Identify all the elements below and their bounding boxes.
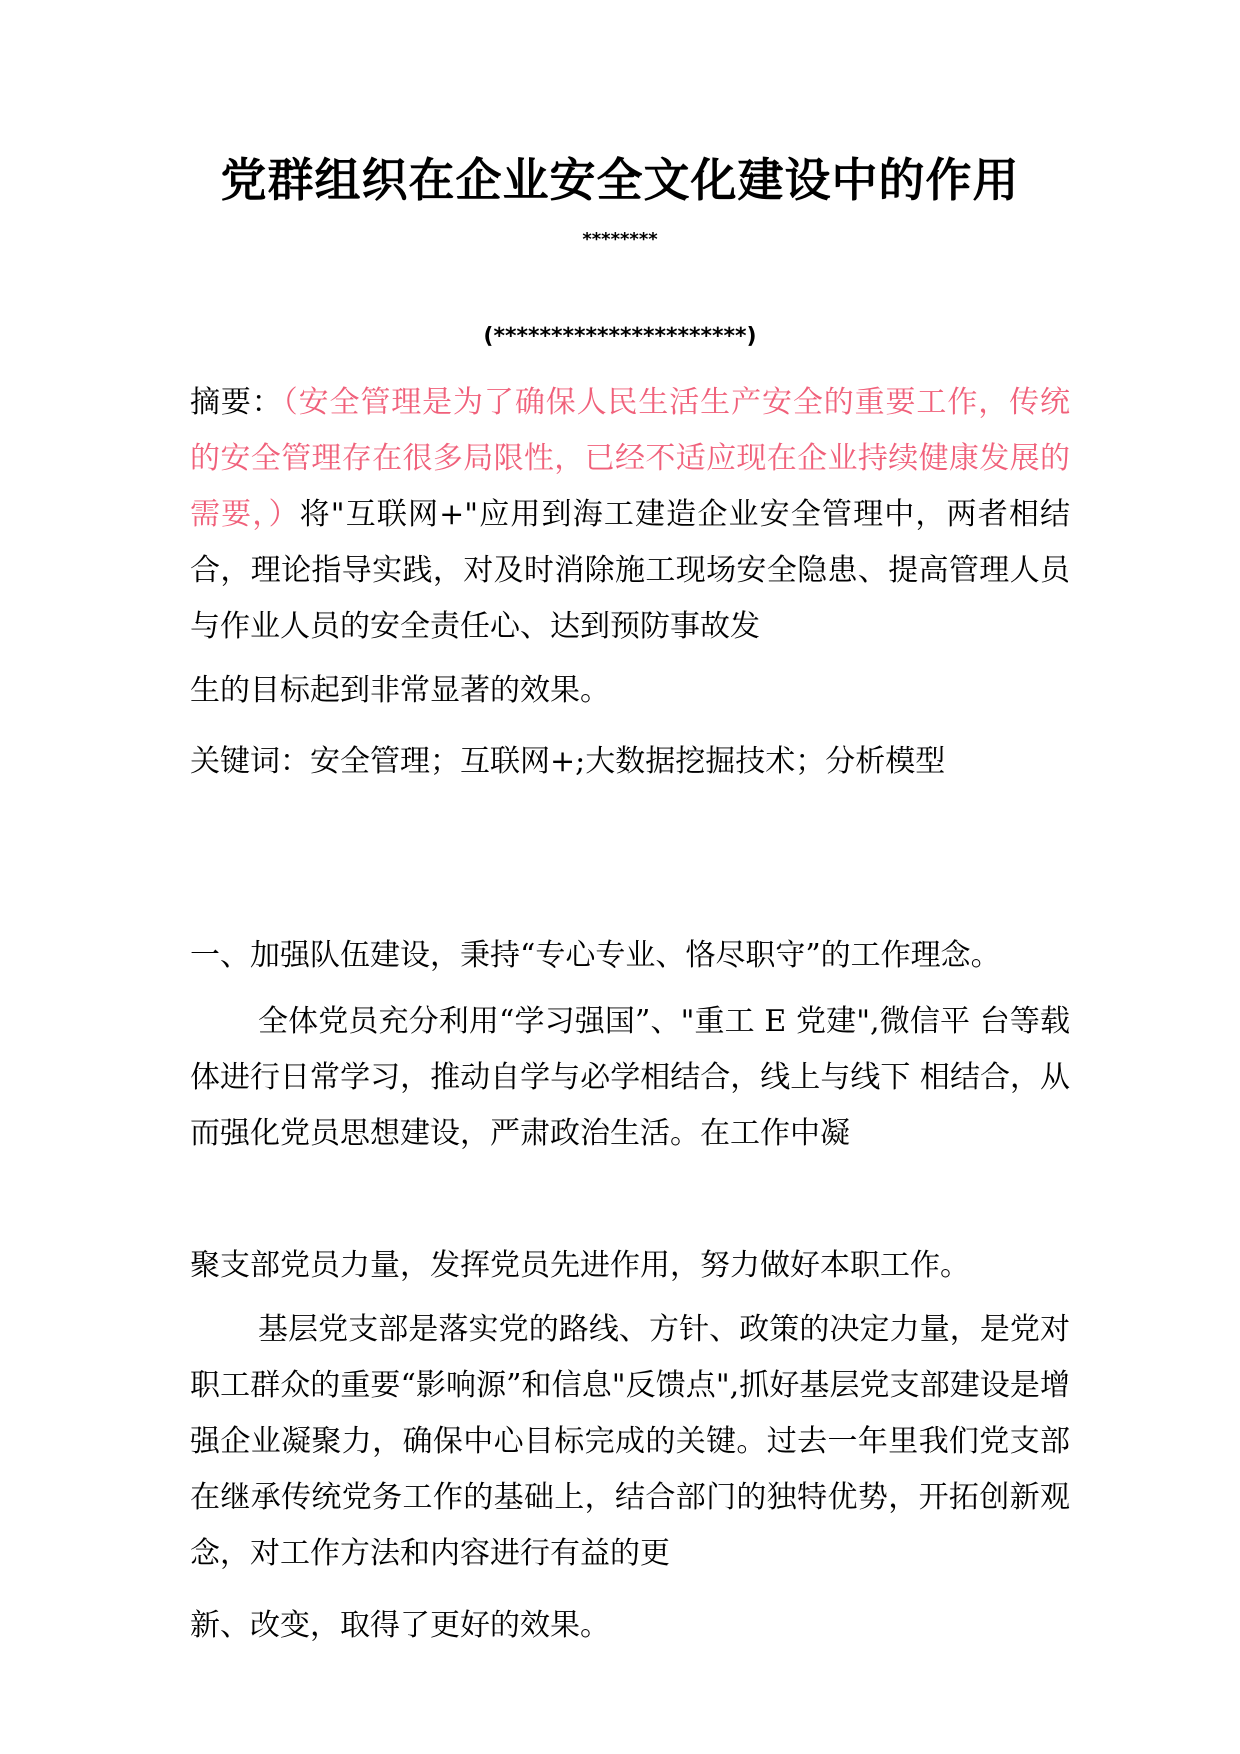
abstract-last-line: 生的目标起到非常显著的效果。 xyxy=(190,673,610,708)
abstract-label: 摘要： xyxy=(190,385,283,420)
section-paragraph-1-continued: 聚支部党员力量，发挥党员先进作用，努力做好本职工作。 xyxy=(190,1248,970,1283)
section-paragraph-1: 全体党员充分利用“学习强国”、"重工 E 党建",微信平 台等载体进行日常学习，推动自学与必学相结合，线上与线下 相结合，从而强化党员思想建设，严肃政治生活。在工作中凝 xyxy=(190,1004,1070,1151)
keywords-paragraph xyxy=(190,734,1070,790)
abstract-paragraph xyxy=(190,375,1070,719)
author-line: ******** xyxy=(582,229,658,250)
document-title: 党群组织在企业安全文化建设中的作用 xyxy=(220,153,1020,207)
section-paragraph-2-continued: 新、改变，取得了更好的效果。 xyxy=(190,1608,610,1643)
abstract-highlighted-text: （安全管理是为了确保人民生活生产安全的重要工作，传统的安全管理存在很多局限性，已经不适应现在企业持续健康发展的需要，） xyxy=(190,385,1071,532)
abstract-text: 将"互联网+"应用到海工建造企业安全管理中，两者相结合，理论指导实践，对及时消除施工现场安全隐患、提高管理人员与作业人员的安全责任心、达到预防事故发 xyxy=(190,497,1070,644)
keywords-label: 关键词： xyxy=(190,744,310,779)
section-paragraph-2: 基层党支部是落实党的路线、方针、政策的决定力量，是党对职工群众的重要“影响源”和信息"反馈点",抓好基层党支部建设是增强企业凝聚力，确保中心目标完成的关键。过去一年里我们党支部在继承传统党务工作的基础上，结合部门的独特优势，开拓创新观念，对工作方法和内容进行有益的更 xyxy=(190,1312,1070,1571)
affiliation-line: (**********************) xyxy=(483,324,757,349)
keywords-text: 安全管理；互联网+;大数据挖掘技术；分析模型 xyxy=(310,744,946,779)
section-heading: 一、加强队伍建设，秉持“专心专业、恪尽职守”的工作理念。 xyxy=(190,938,1001,973)
